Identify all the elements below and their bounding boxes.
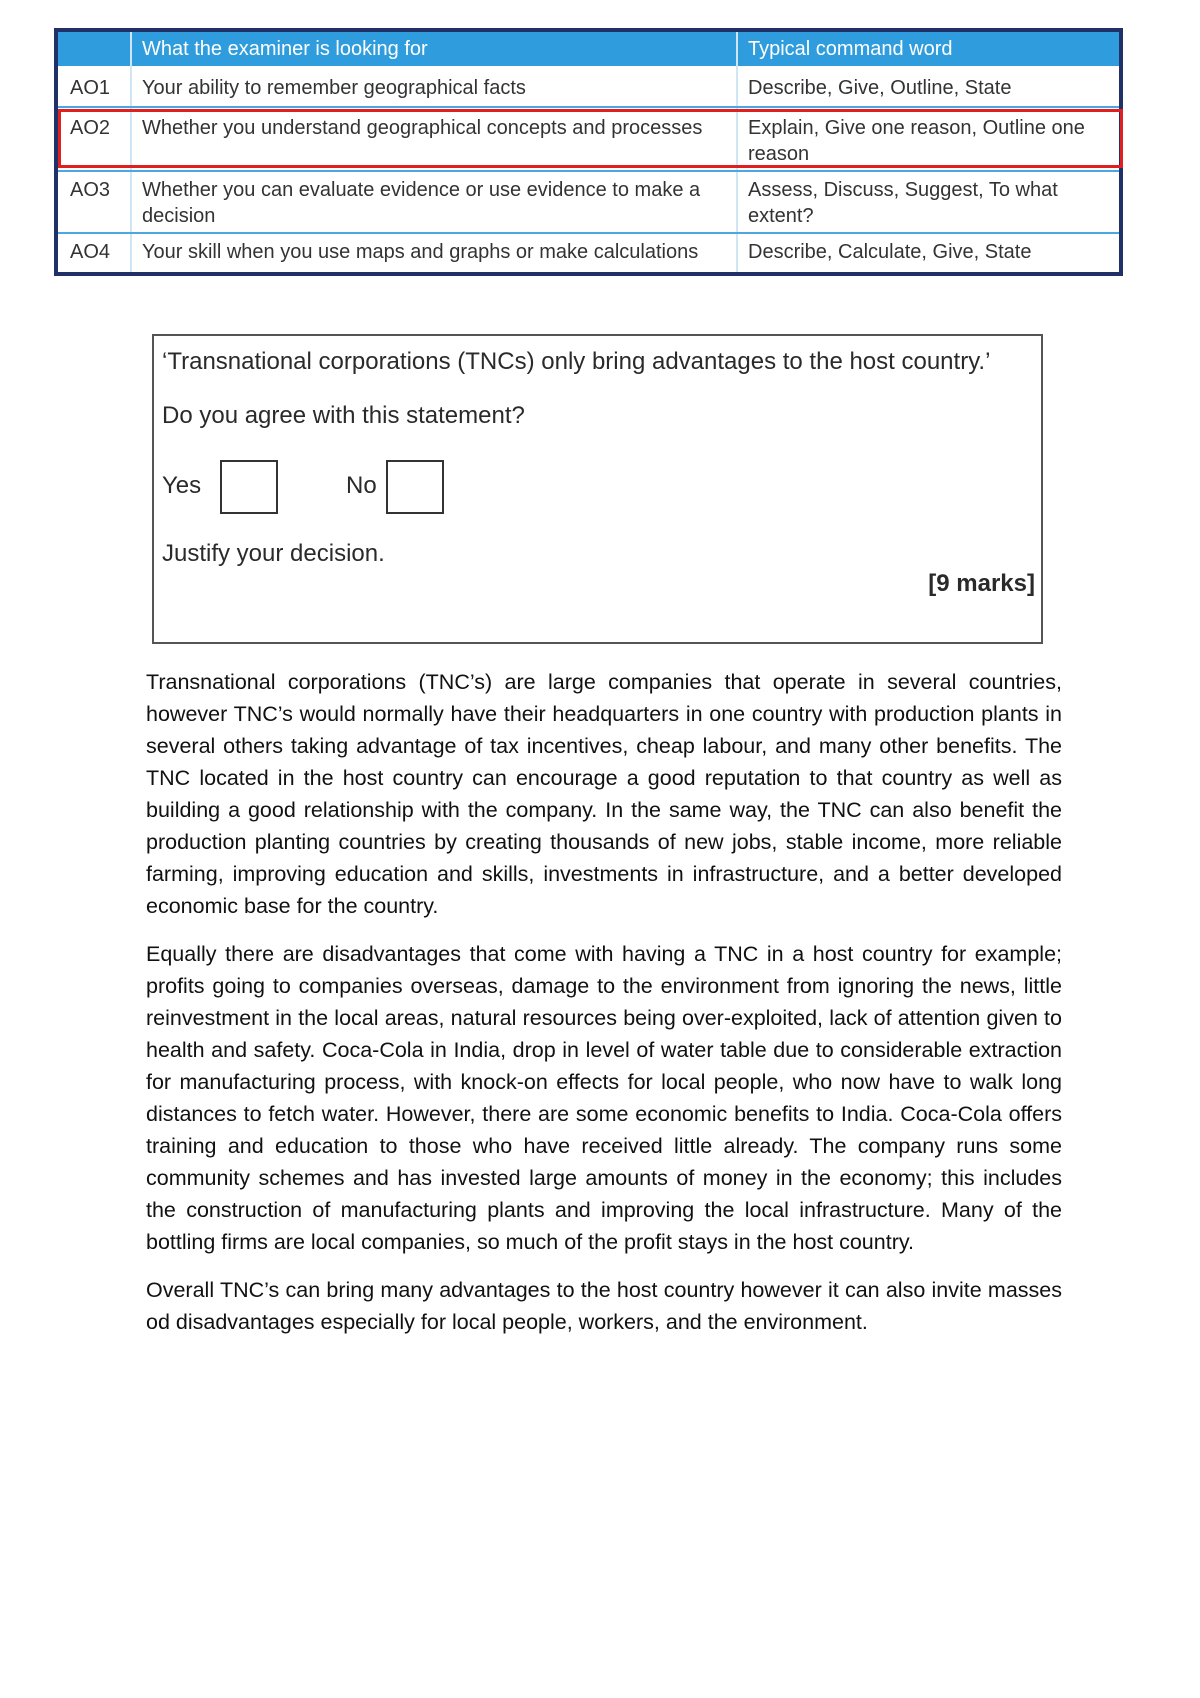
marks-label: [9 marks] bbox=[928, 570, 1035, 597]
column-divider bbox=[736, 32, 738, 272]
exam-question-box bbox=[152, 334, 1043, 644]
no-checkbox[interactable] bbox=[386, 460, 444, 514]
ao-command-words: Describe, Give, Outline, State bbox=[748, 77, 1012, 99]
ao-command-words: Assess, Discuss, Suggest, To what extent? bbox=[748, 179, 1058, 227]
assessment-objectives-table bbox=[54, 28, 1123, 276]
no-label: No bbox=[346, 472, 377, 499]
answer-paragraph-1: Transnational corporations (TNC’s) are large companies that operate in several countries, however TNC’s would normally have their headquarters in one country with production plants in several others taking advantage of tax incentives, cheap labour, and many other benefits. The TNC located in the host country can encourage a good reputation to that country as well as building a good relationship with the company. In the same way, the TNC can also benefit the production planting countries by creating thousands of new jobs, stable income, more reliable farming, improving education and skills, investments in infrastructure, and a better developed economic base for the country. bbox=[146, 670, 1062, 918]
ao-code: AO2 bbox=[70, 117, 111, 139]
ao-code: AO4 bbox=[70, 241, 111, 263]
row-separator bbox=[58, 232, 1119, 234]
row-separator bbox=[58, 170, 1119, 172]
ao-code: AO1 bbox=[70, 77, 111, 99]
yes-checkbox[interactable] bbox=[220, 460, 278, 514]
ao-description: Whether you can evaluate evidence or use evidence to make a decision bbox=[142, 179, 701, 227]
header-examiner-looking-for: What the examiner is looking for bbox=[142, 38, 428, 60]
answer-paragraph-2: Equally there are disadvantages that come with having a TNC in a host country for example; profits going to companies overseas, damage to the environment from ignoring the news, little reinvestment in the local areas, natural resources being over-exploited, lack of attention given to health and safety. Coca-Cola in India, drop in level of water table due to considerable extraction for manufacturing process, with knock-on effects for local people, who now have to walk long distances to fetch water. However, there are some economic benefits to India. Coca-Cola offers training and education to those who have received little already. The company runs some community schemes and has invested large amounts of money in the economy; this includes the construction of manufacturing plants and improving the local infrastructure. Many of the bottling firms are local companies, so much of the profit stays in the host country. bbox=[146, 942, 1062, 1254]
ao-command-words: Describe, Calculate, Give, State bbox=[748, 241, 1032, 263]
student-answer bbox=[146, 666, 1062, 1354]
ao-code: AO3 bbox=[70, 179, 111, 201]
row-separator bbox=[58, 106, 1119, 108]
answer-paragraph-3: Overall TNC’s can bring many advantages to the host country however it can also invite masses od disadvantages especially for local people, workers, and the environment. bbox=[146, 1278, 1062, 1334]
question-prompt: Do you agree with this statement? bbox=[162, 402, 525, 429]
ao-description: Your skill when you use maps and graphs or make calculations bbox=[142, 241, 699, 263]
ao-description: Your ability to remember geographical facts bbox=[142, 77, 526, 99]
ao-command-words: Explain, Give one reason, Outline one reason bbox=[748, 117, 1085, 165]
header-command-word: Typical command word bbox=[748, 38, 953, 60]
yes-label: Yes bbox=[162, 472, 202, 499]
column-divider bbox=[130, 32, 132, 272]
table-header-row bbox=[58, 32, 1119, 66]
ao-description: Whether you understand geographical concepts and processes bbox=[142, 117, 703, 139]
question-instruction: Justify your decision. bbox=[162, 540, 385, 567]
question-statement: ‘Transnational corporations (TNCs) only bring advantages to the host country.’ bbox=[162, 348, 991, 375]
